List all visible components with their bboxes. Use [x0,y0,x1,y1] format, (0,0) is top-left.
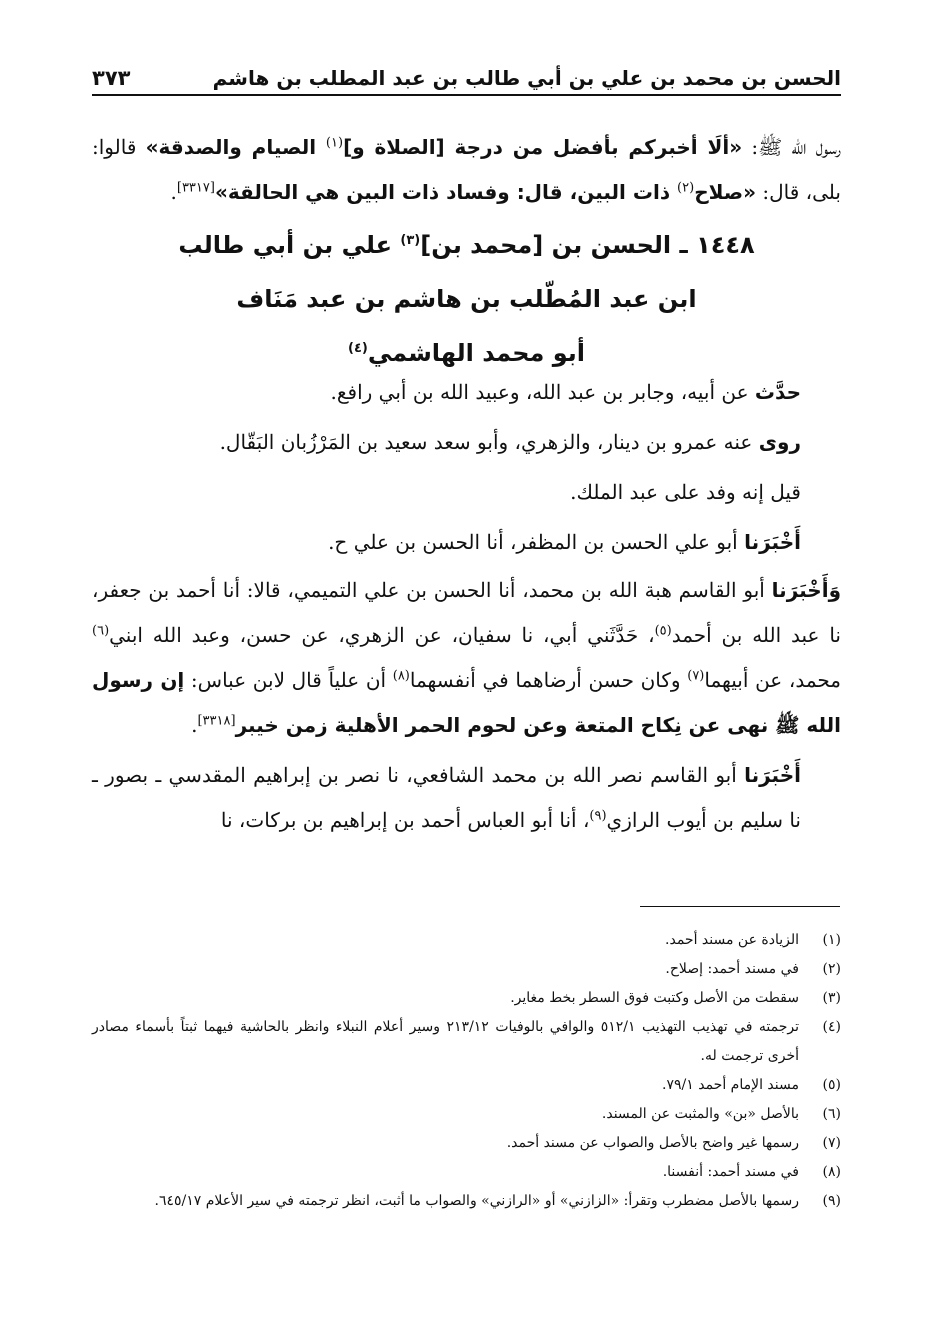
heading-line: ابن عبد المُطّلب بن هاشم بن عبد مَنَاف [236,285,697,313]
paragraph-text: محمد، عن أبيهما [704,668,842,692]
paragraph-text: ، أنا أبو العباس أحمد بن إبراهيم بن بركات، نا [220,808,590,832]
main-text [92,370,841,843]
footnote-number: (٦) [822,1106,841,1122]
paragraph-text: أبو القاسم هبة الله بن محمد، أنا الحسن بن علي التميمي، قالا: أنا أحمد بن جعفر، نا عبد الله بن أحمد [92,578,841,647]
paragraph-text: عنه عمرو بن دينار، والزهري، وأبو سعد سعيد بن المَرْزُبان البَقّال. [219,430,759,454]
footnote-text: ترجمته في تهذيب التهذيب ٥١٢/١ والوافي بالوفيات ٢١٣/١٢ وسير أعلام النبلاء وانظر بالحاشية فيهما ثبتاً بأسماء مصادر أخرى ترجمت له. [92,1019,799,1064]
heading-line: أبو محمد الهاشمي [367,339,585,367]
footnote-ref: (٣) [400,233,421,248]
intro-text: بلى، قال: [756,180,841,204]
footnote-item [92,984,841,1013]
paragraph-haddath [92,370,841,415]
paragraph-text: أبو القاسم نصر الله بن محمد الشافعي، نا نصر بن إبراهيم المقدسي ـ بصور ـ نا سليم بن أيوب الرازي [92,763,801,832]
footnote-ref: (٥) [654,623,672,639]
footnote-number: (٥) [822,1077,841,1093]
footnote-item [92,1013,841,1071]
footnote-item [92,955,841,984]
paragraph-text: أبو علي الحسن بن المظفر، أنا الحسن بن علي ح. [328,530,745,554]
paragraph-akhbarana-3 [92,753,841,843]
footnote-item [92,1071,841,1100]
paragraph-lead: أَخْبَرَنا [744,530,801,554]
footnote-item [92,1129,841,1158]
paragraph-rawa [92,420,841,465]
hadith-quote: الصيام والصدقة» [145,135,326,159]
footnote-text: الزيادة عن مسند أحمد. [665,932,799,948]
paragraph-lead: وَأَخْبَرَنا [771,578,841,602]
footnote-number: (٢) [822,961,841,977]
footnote-ref: (٧) [687,668,705,684]
paragraph-qila: قيل إنه وفد على عبد الملك. [570,480,801,504]
footnote-ref: (٩) [589,808,607,824]
paragraph-lead: روى [758,430,801,454]
footnote-text: في مسند أحمد: إصلاح. [665,961,799,977]
footnote-ref: (٨) [392,668,410,684]
hadith-quote: ذات البين، قال: وفساد ذات البين هي الحالقة» [214,180,678,204]
footnote-number: (٤) [822,1019,841,1035]
page-number: ٣٧٣ [92,66,131,90]
paragraph-akhbarana-2 [92,568,841,748]
footnote-item [92,1158,841,1187]
hadith-quote: «صلاح [694,180,757,204]
paragraph-lead: حدَّث [754,380,801,404]
heading-line: علي بن أبي طالب [178,231,401,259]
footnote-text: رسمها غير واضح بالأصل والصواب عن مسند أحمد. [506,1135,799,1151]
paragraph-text: . [191,713,198,737]
footnote-divider [640,906,840,907]
page-header [92,52,841,96]
paragraph-lead: أَخْبَرَنا [744,763,801,787]
footnote-item [92,1187,841,1216]
footnote-number: (٩) [822,1193,841,1209]
footnote-ref: (٦) [92,623,110,639]
hadith-number: [٣٣١٨] [197,713,236,729]
heading-line: ١٤٤٨ ـ الحسن بن [محمد بن] [420,231,755,259]
paragraph-text: ، حَدَّثَني أبي، نا سفيان، عن الزهري، عن حسن، وعبد الله ابني [109,623,655,647]
footnote-text: بالأصل «بن» والمثبت عن المسند. [601,1106,799,1122]
intro-text: قالوا: [92,135,146,159]
footnote-ref: (٤) [347,341,368,356]
hadith-quote: «ألَا أخبركم بأفضل من درجة [الصلاة و] [343,135,743,159]
paragraph-text: عن أبيه، وجابر بن عبد الله، وعبيد الله بن أبي رافع. [330,380,755,404]
hadith-quote: إن رسول الله ﷺ نهى عن نِكاح المتعة وعن لحوم الحمر الأهلية زمن خيبر [92,668,841,737]
footnote-text: مسند الإمام أحمد ٧٩/١. [662,1077,799,1093]
footnotes [92,926,841,1216]
hadith-number: [٣٣١٧] [176,180,215,196]
paragraph-text: أن علياً قال لابن عباس: [184,668,393,692]
footnote-item [92,926,841,955]
intro-text: رسول الله ﷺ: [742,135,841,159]
paragraph-text: وكان حسن أرضاهما في أنفسهما [409,668,688,692]
intro-text: . [170,180,177,204]
footnote-ref: (١) [325,135,344,151]
entry-heading [92,218,841,380]
paragraph-akhbarana-1 [92,520,841,565]
running-title: الحسن بن محمد بن علي بن أبي طالب بن عبد المطلب بن هاشم [212,66,841,90]
footnote-number: (٣) [822,990,841,1006]
footnote-ref: (٢) [677,180,695,196]
footnote-text: في مسند أحمد: أنفسنا. [662,1164,799,1180]
footnote-number: (٧) [822,1135,841,1151]
footnote-item [92,1100,841,1129]
footnote-number: (٨) [822,1164,841,1180]
footnote-text: سقطت من الأصل وكتبت فوق السطر بخط مغاير. [510,990,799,1006]
footnote-number: (١) [822,932,841,948]
intro-paragraph [92,125,841,215]
footnote-text: رسمها بالأصل مضطرب وتقرأ: «الزازني» أو «الرازني» والصواب ما أثبت، انظر ترجمته في سير الأعلام ٦٤٥/١٧. [154,1193,799,1209]
